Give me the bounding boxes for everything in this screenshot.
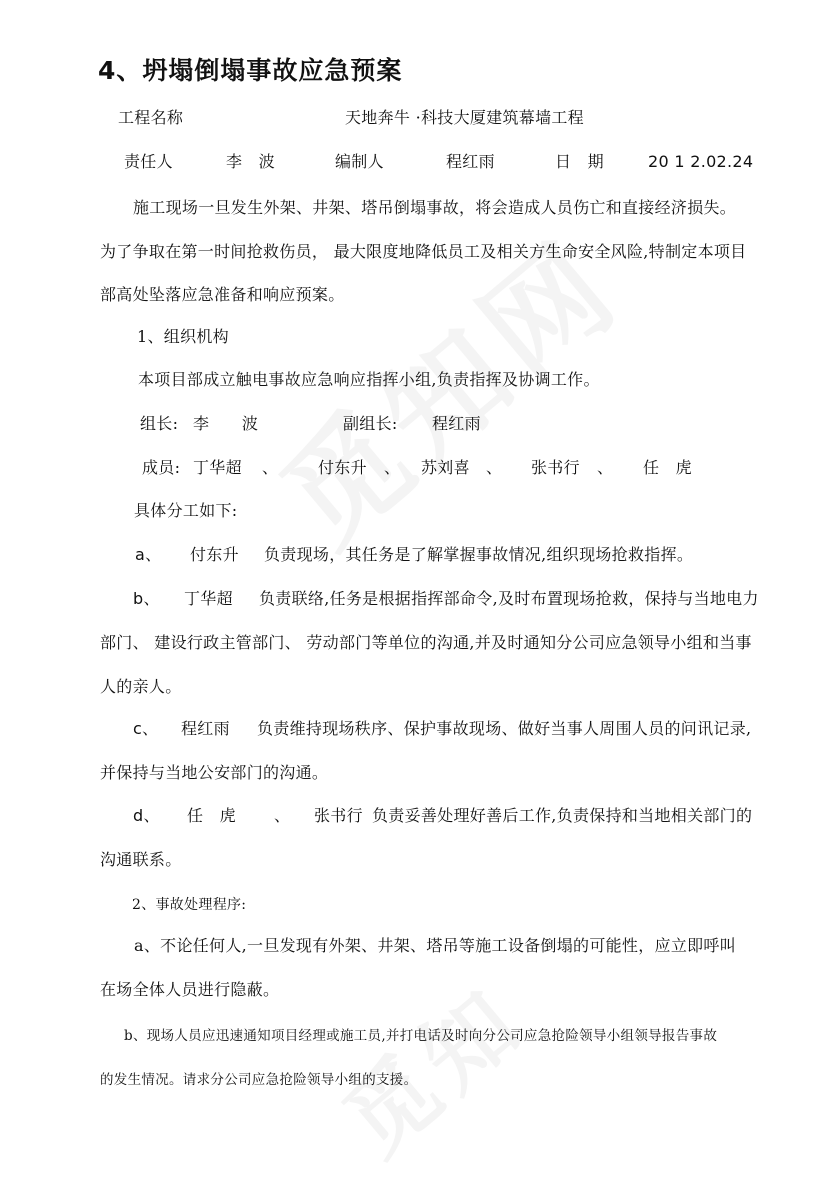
leader-label: 组长:	[140, 414, 179, 433]
duty-person: 付东升	[190, 545, 239, 564]
procedure-text: 在场全体人员进行隐蔽。	[100, 980, 280, 999]
editor-label: 编制人	[335, 152, 384, 171]
editor-value: 程红雨	[446, 152, 495, 171]
deputy-value: 程红雨	[432, 414, 481, 433]
document-title: 4、坍塌倒塌事故应急预案	[98, 56, 403, 85]
duty-letter: d、	[133, 806, 160, 825]
responsible-value: 李 波	[226, 152, 275, 171]
duty-person: 程红雨	[181, 719, 230, 738]
organization-desc: 本项目部成立触电事故应急响应指挥小组,负责指挥及协调工作。	[138, 370, 600, 389]
duty-letter: a、	[135, 545, 162, 564]
duty-text: 负责联络,任务是根据指挥部命令,及时布置现场抢救，保持与当地电力	[259, 589, 759, 608]
section-heading-organization: 1、组织机构	[137, 327, 229, 346]
date-value: 20 1 2.02.24	[648, 152, 754, 171]
leader-value: 李 波	[193, 414, 259, 433]
procedure-text: b、现场人员应迅速通知项目经理或施工员,并打电话及时向分公司应急抢险领导小组领导报告事故	[124, 1028, 718, 1044]
duty-text: 人的亲人。	[100, 677, 182, 696]
member-separator: 、	[486, 458, 503, 477]
responsible-label: 责任人	[124, 152, 173, 171]
intro-line: 施工现场一旦发生外架、井架、塔吊倒塌事故，将会造成人员伤亡和直接经济损失。	[133, 198, 737, 217]
member-name: 任 虎	[643, 458, 692, 477]
procedure-text: a、不论任何人,一旦发现有外架、井架、塔吊等施工设备倒塌的可能性，应立即呼叫	[134, 936, 737, 955]
duty-text: 负责维持现场秩序、保护事故现场、做好当事人周围人员的问讯记录,	[257, 719, 752, 738]
member-name: 付东升	[318, 458, 367, 477]
section-heading-procedure: 2、事故处理程序:	[132, 897, 247, 913]
duty-separator: 、	[274, 806, 291, 825]
duty-text: 负责妥善处理好善后工作,负责保持和当地相关部门的	[372, 806, 753, 825]
intro-line: 为了争取在第一时间抢救伤员， 最大限度地降低员工及相关方生命安全风险,特制定本项目	[100, 242, 747, 261]
duty-person: 张书行	[314, 806, 363, 825]
duty-text: 沟通联系。	[100, 850, 182, 869]
member-name: 丁华超	[193, 458, 242, 477]
procedure-text: 的发生情况。请求分公司应急抢险领导小组的支援。	[100, 1072, 418, 1088]
member-separator: 、	[597, 458, 614, 477]
duty-letter: b、	[133, 589, 160, 608]
duty-text: 负责现场，其任务是了解掌握事故情况,组织现场抢救指挥。	[264, 545, 694, 564]
date-label: 日 期	[555, 152, 604, 171]
duty-letter: c、	[133, 719, 159, 738]
project-name-label: 工程名称	[118, 108, 184, 127]
member-separator: 、	[262, 458, 279, 477]
duty-person: 任 虎	[187, 806, 236, 825]
duty-person: 丁华超	[184, 589, 233, 608]
member-name: 张书行	[531, 458, 580, 477]
members-label: 成员:	[142, 458, 181, 477]
member-name: 苏刘喜	[421, 458, 470, 477]
division-heading: 具体分工如下:	[134, 501, 238, 520]
intro-line: 部高处坠落应急准备和响应预案。	[100, 285, 345, 304]
member-separator: 、	[384, 458, 401, 477]
duty-text: 部门、 建设行政主管部门、 劳动部门等单位的沟通,并及时通知分公司应急领导小组和当事	[100, 633, 752, 652]
watermark-lower	[312, 951, 549, 1179]
project-name-value: 天地奔牛 ·科技大厦建筑幕墙工程	[345, 108, 584, 127]
deputy-label: 副组长:	[343, 414, 398, 433]
duty-text: 并保持与当地公安部门的沟通。	[100, 763, 329, 782]
